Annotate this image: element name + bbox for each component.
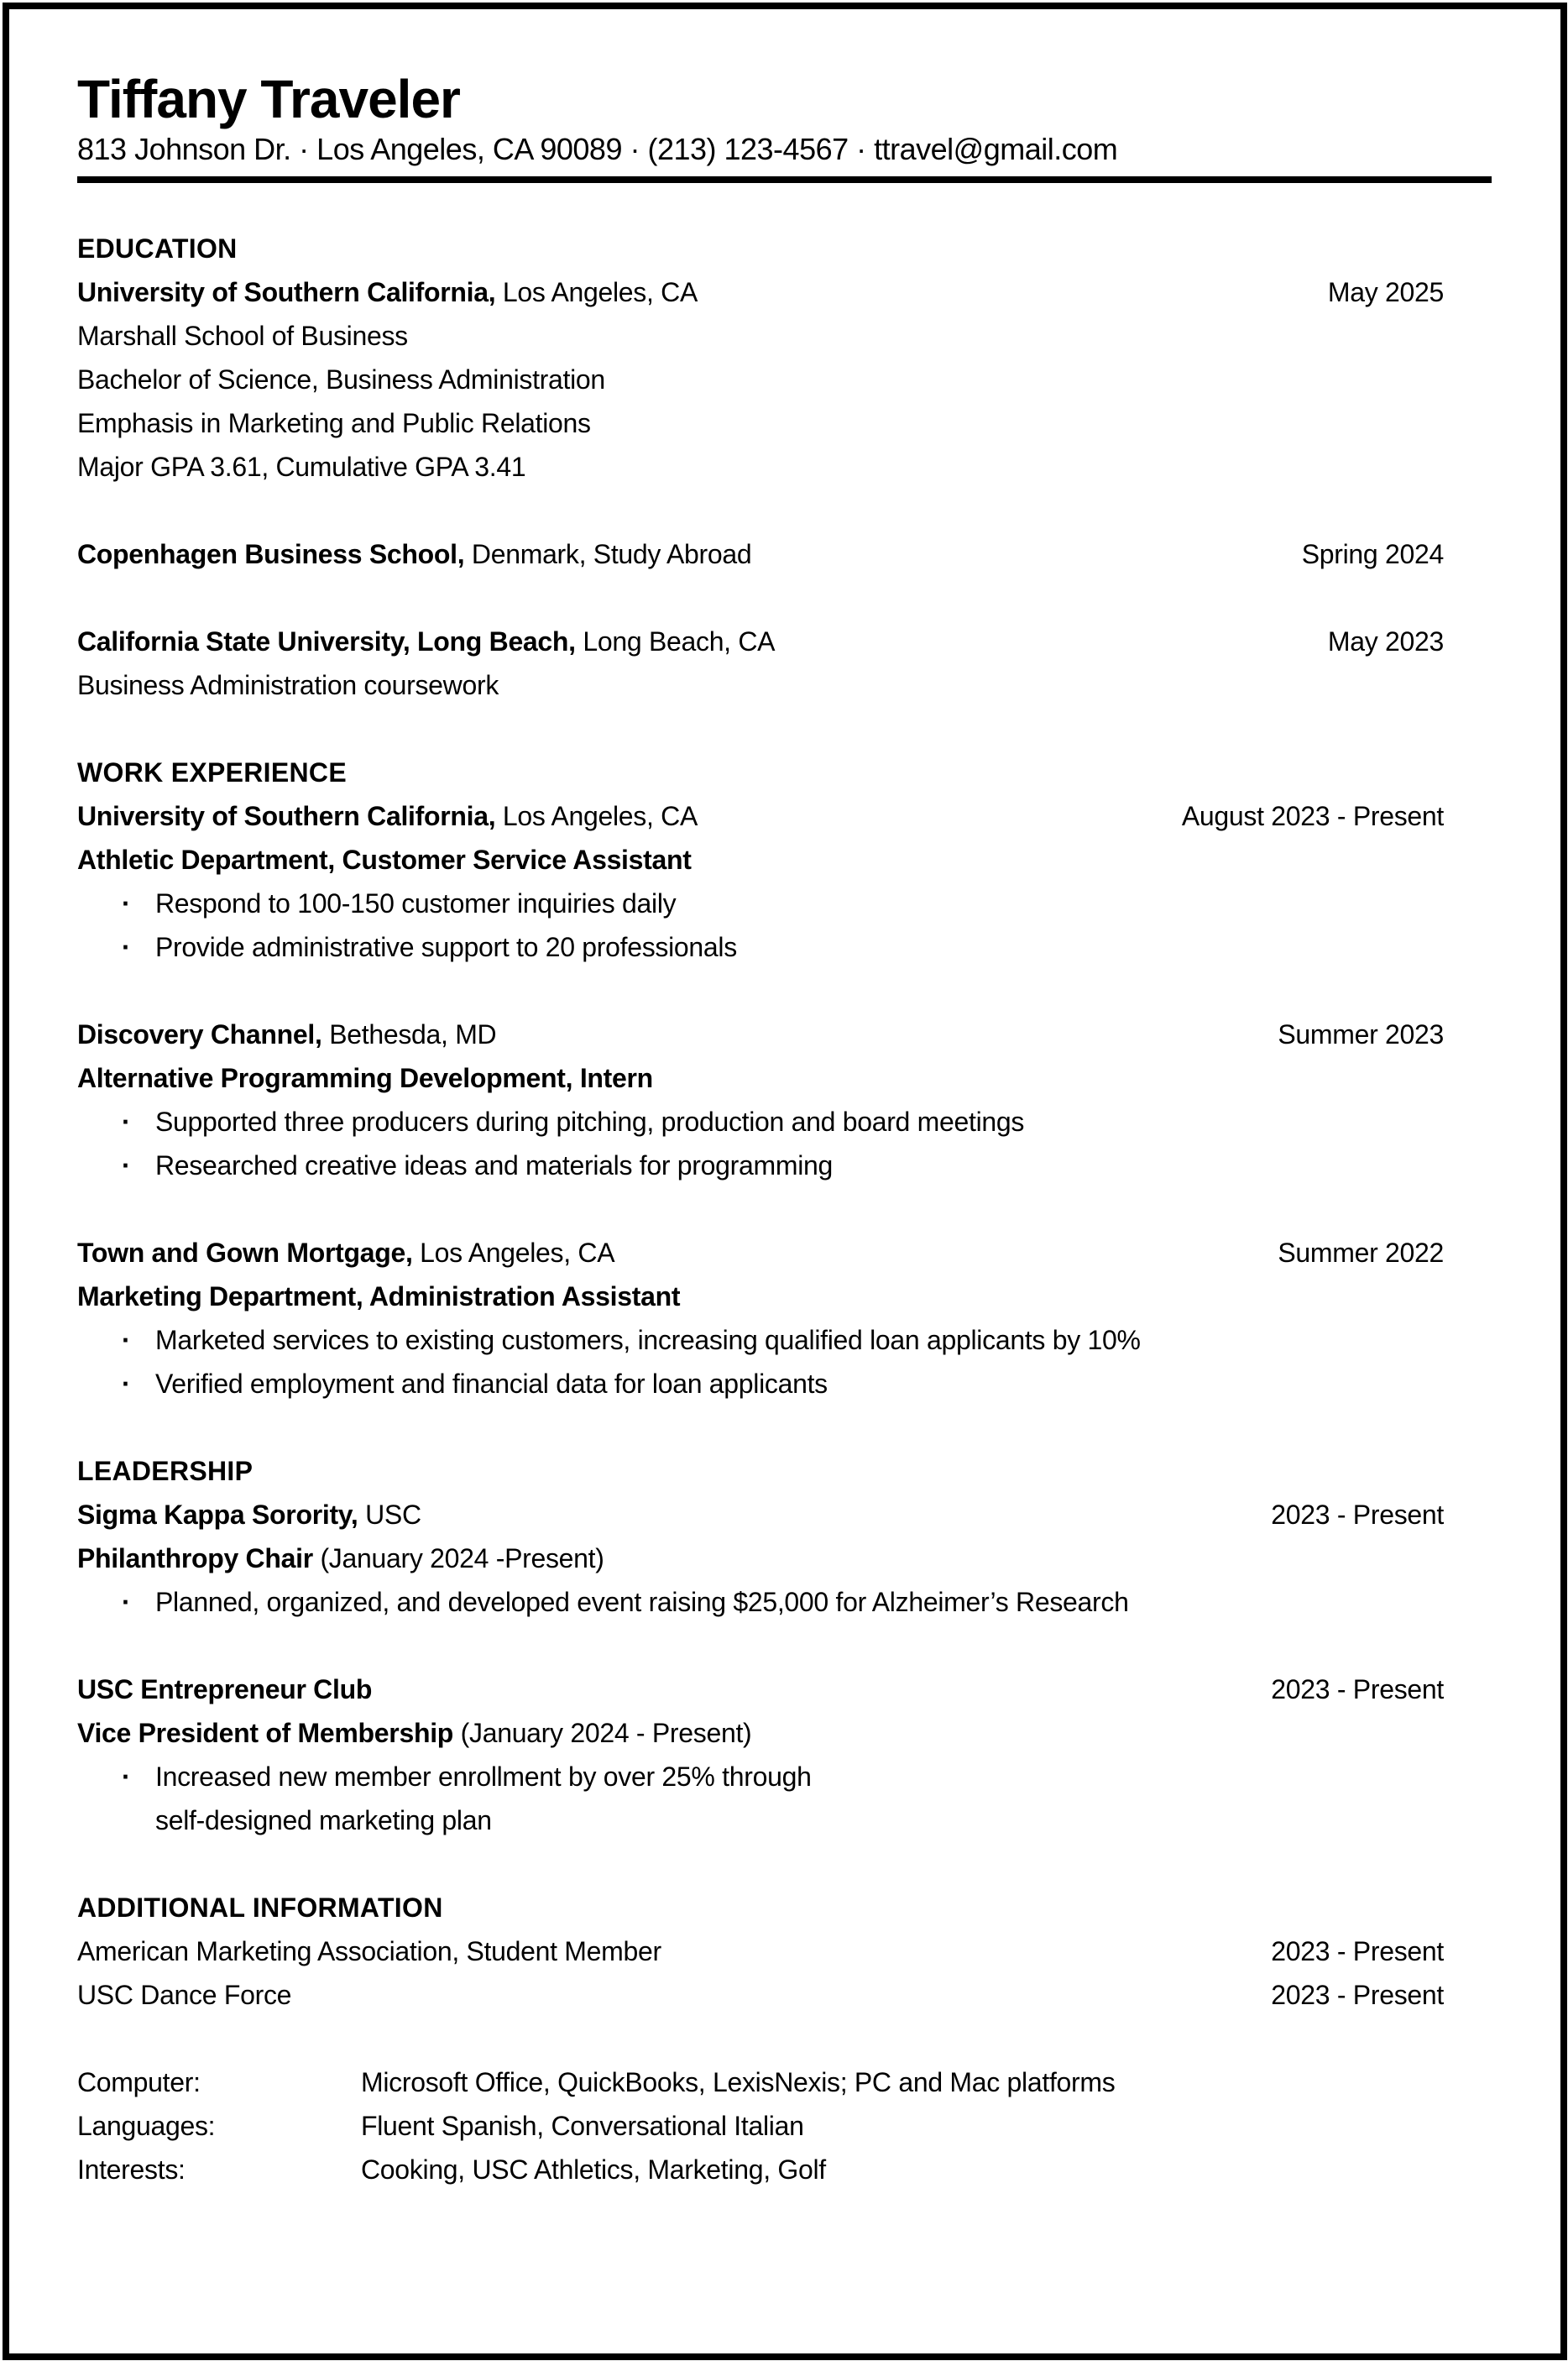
skill-row-languages <box>77 2104 1492 2148</box>
entry-org: USC Entrepreneur Club <box>77 1674 373 1704</box>
skill-row-computer <box>77 2060 1492 2104</box>
section-heading-work-experience: WORK EXPERIENCE <box>77 757 347 788</box>
spacer <box>77 1842 1492 1886</box>
bullet-item <box>77 882 1492 925</box>
section-heading-additional-information: ADDITIONAL INFORMATION <box>77 1892 443 1923</box>
bullet-icon: · <box>122 1107 131 1137</box>
bullet-item <box>77 1318 1492 1362</box>
spacer <box>77 576 1492 620</box>
entry-title <box>77 1493 421 1536</box>
entry-role: Vice President of Membership <box>77 1718 454 1748</box>
work-towngown-row <box>77 1231 1492 1275</box>
education-usc-detail: Major GPA 3.61, Cumulative GPA 3.41 <box>77 452 526 482</box>
spacer <box>77 1187 1492 1231</box>
bullet-icon: · <box>122 1762 131 1792</box>
education-csulb-detail: Business Administration coursework <box>77 670 499 700</box>
entry-title <box>77 532 751 576</box>
education-usc-row <box>77 270 1492 314</box>
work-usc-role: Athletic Department, Customer Service Assistant <box>77 845 692 875</box>
entry-location: Long Beach, CA <box>575 626 776 657</box>
skill-value: Fluent Spanish, Conversational Italian <box>361 2111 804 2141</box>
skill-label: Interests: <box>77 2154 186 2185</box>
entry-date: May 2023 <box>1327 626 1444 657</box>
entry-title <box>77 1013 496 1056</box>
entry-title <box>77 1231 614 1275</box>
spacer <box>77 489 1492 532</box>
bullet-item <box>77 1144 1492 1187</box>
skill-label: Computer: <box>77 2067 201 2097</box>
work-usc-row <box>77 794 1492 838</box>
bullet-text: Provide administrative support to 20 professionals <box>155 932 737 962</box>
skill-value: Microsoft Office, QuickBooks, LexisNexis; PC and Mac platforms <box>361 2067 1116 2097</box>
entry-location: Los Angeles, CA <box>495 277 698 307</box>
education-csulb-row <box>77 620 1492 663</box>
entry-title <box>77 270 698 314</box>
entry-role-note: (January 2024 -Present) <box>312 1543 604 1573</box>
leadership-sigma-row <box>77 1493 1492 1536</box>
education-usc-detail: Bachelor of Science, Business Administration <box>77 364 605 395</box>
entry-title <box>77 620 775 663</box>
bullet-item <box>77 1362 1492 1406</box>
section-heading-education: EDUCATION <box>77 233 238 264</box>
spacer <box>77 969 1492 1013</box>
bullet-icon: · <box>122 1587 131 1617</box>
bullet-text-line: self-designed marketing plan <box>155 1805 492 1835</box>
entry-org: Copenhagen Business School, <box>77 539 465 569</box>
bullet-text: Verified employment and financial data for loan applicants <box>155 1369 828 1399</box>
page-title: Tiffany Traveler <box>77 69 460 129</box>
entry-role-note: (January 2024 - Present) <box>453 1718 752 1748</box>
bullet-text-line: Increased new member enrollment by over 25% through <box>155 1762 812 1792</box>
bullet-text: Marketed services to existing customers, increasing qualified loan applicants by 10% <box>155 1325 1141 1355</box>
entry-title <box>77 794 698 838</box>
entry-date: August 2023 - Present <box>1181 801 1444 831</box>
bullet-text: Supported three producers during pitching, production and board meetings <box>155 1107 1025 1137</box>
bullet-icon: · <box>122 1325 131 1355</box>
section-heading-leadership: LEADERSHIP <box>77 1456 253 1486</box>
entry-org: Discovery Channel, <box>77 1019 322 1050</box>
spacer <box>77 1624 1492 1667</box>
entry-location: USC <box>358 1500 421 1530</box>
resume-content <box>77 0 1492 2191</box>
work-discovery-role: Alternative Programming Development, Intern <box>77 1063 653 1093</box>
entry-date: May 2025 <box>1327 277 1444 307</box>
entry-date: Spring 2024 <box>1301 539 1444 569</box>
header-rule <box>77 176 1492 183</box>
bullet-item <box>77 1100 1492 1144</box>
bullet-icon: · <box>122 1150 131 1180</box>
entry-location: Los Angeles, CA <box>495 801 698 831</box>
leadership-sigma-role-line <box>77 1536 1492 1580</box>
spacer <box>77 1406 1492 1449</box>
skill-row-interests <box>77 2148 1492 2191</box>
skill-value: Cooking, USC Athletics, Marketing, Golf <box>361 2154 826 2185</box>
skill-label: Languages: <box>77 2111 216 2141</box>
additional-item-row <box>77 1973 1492 2017</box>
entry-org: Sigma Kappa Sorority, <box>77 1500 358 1530</box>
entry-date: 2023 - Present <box>1271 1500 1444 1530</box>
entry-role: Philanthropy Chair <box>77 1543 313 1573</box>
entry-org: University of Southern California, <box>77 801 496 831</box>
entry-org: Town and Gown Mortgage, <box>77 1238 413 1268</box>
entry-date: Summer 2022 <box>1278 1238 1444 1268</box>
bullet-text: Planned, organized, and developed event raising $25,000 for Alzheimer’s Research <box>155 1587 1129 1617</box>
spacer <box>77 2017 1492 2060</box>
entry-date: 2023 - Present <box>1271 1674 1444 1704</box>
entry-location: Denmark, Study Abroad <box>464 539 752 569</box>
additional-item-text: USC Dance Force <box>77 1980 292 2010</box>
entry-org: California State University, Long Beach, <box>77 626 576 657</box>
bullet-text: Researched creative ideas and materials for programming <box>155 1150 834 1180</box>
education-copenhagen-row <box>77 532 1492 576</box>
additional-item-text: American Marketing Association, Student Member <box>77 1936 661 1966</box>
entry-location: Los Angeles, CA <box>412 1238 615 1268</box>
entry-location: Bethesda, MD <box>321 1019 497 1050</box>
work-discovery-row <box>77 1013 1492 1056</box>
entry-date: 2023 - Present <box>1271 1936 1444 1966</box>
entry-org: University of Southern California, <box>77 277 496 307</box>
work-towngown-role: Marketing Department, Administration Assistant <box>77 1281 681 1311</box>
bullet-item <box>77 1580 1492 1624</box>
education-usc-detail: Emphasis in Marketing and Public Relations <box>77 408 591 438</box>
bullet-icon: · <box>122 932 131 962</box>
spacer <box>77 707 1492 751</box>
additional-item-row <box>77 1929 1492 1973</box>
bullet-text <box>155 1755 1492 1842</box>
bullet-item <box>77 925 1492 969</box>
bullet-item <box>77 1755 1492 1842</box>
entry-date: 2023 - Present <box>1271 1980 1444 2010</box>
leadership-eclub-row <box>77 1667 1492 1711</box>
leadership-eclub-role-line <box>77 1711 1492 1755</box>
bullet-text: Respond to 100-150 customer inquiries daily <box>155 888 677 919</box>
entry-date: Summer 2023 <box>1278 1019 1444 1050</box>
bullet-icon: · <box>122 1369 131 1399</box>
education-usc-detail: Marshall School of Business <box>77 321 408 351</box>
contact-line: 813 Johnson Dr. · Los Angeles, CA 90089 · (213) 123-4567 · ttravel@gmail.com <box>77 132 1118 166</box>
bullet-icon: · <box>122 888 131 919</box>
